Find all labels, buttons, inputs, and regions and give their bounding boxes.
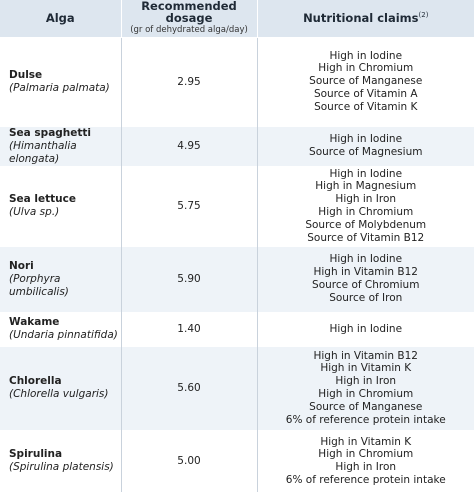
claim-item: High in Iron: [258, 193, 474, 206]
claims-cell: [257, 312, 474, 346]
alga-cell: [0, 37, 121, 126]
claim-item: High in Chromium: [258, 62, 474, 75]
dosage-value: 5.60: [121, 346, 257, 430]
alga-scientific-name: (Undaria pinnatifida): [9, 329, 121, 342]
alga-scientific-name: (Himanthalia elongata): [9, 140, 121, 166]
table-row: [0, 430, 474, 492]
claims-cell: [257, 430, 474, 492]
dosage-value: 5.90: [121, 246, 257, 312]
header-dose-unit: (gr of dehydrated alga/day): [122, 24, 257, 36]
claim-item: High in Chromium: [258, 388, 474, 401]
dosage-value: 5.00: [121, 430, 257, 492]
claim-item: High in Iodine: [258, 133, 474, 146]
header-dose: [121, 0, 257, 37]
claim-item: High in Vitamin B12: [258, 266, 474, 279]
claim-item: Source of Manganese: [258, 75, 474, 88]
alga-name: Nori: [9, 260, 121, 273]
claim-item: High in Iron: [258, 375, 474, 388]
dosage-value: 4.95: [121, 126, 257, 166]
header-claims: [257, 0, 474, 37]
claim-item: High in Vitamin K: [258, 362, 474, 375]
claim-item: 6% of reference protein intake: [258, 474, 474, 487]
claims-cell: [257, 37, 474, 126]
table-row: [0, 312, 474, 346]
alga-cell: [0, 430, 121, 492]
claims-cell: [257, 246, 474, 312]
claim-item: 6% of reference protein intake: [258, 414, 474, 427]
claim-item: High in Vitamin B12: [258, 350, 474, 363]
dosage-value: 2.95: [121, 37, 257, 126]
alga-name: Wakame: [9, 316, 121, 329]
claim-item: High in Iodine: [258, 168, 474, 181]
alga-cell: [0, 346, 121, 430]
alga-name: Sea spaghetti: [9, 127, 121, 140]
claim-item: Source of Vitamin A: [258, 88, 474, 101]
alga-scientific-name: (Ulva sp.): [9, 206, 121, 219]
alga-name: Spirulina: [9, 448, 121, 461]
alga-cell: [0, 126, 121, 166]
claim-item: High in Iodine: [258, 323, 474, 336]
dosage-value: 1.40: [121, 312, 257, 346]
table-row: [0, 246, 474, 312]
alga-scientific-name: (Palmaria palmata): [9, 82, 121, 95]
alga-name: Dulse: [9, 69, 121, 82]
alga-name: Chlorella: [9, 375, 121, 388]
table-row: [0, 126, 474, 166]
claim-item: Source of Molybdenum: [258, 219, 474, 232]
claims-cell: [257, 166, 474, 246]
dosage-value: 5.75: [121, 166, 257, 246]
claim-item: Source of Manganese: [258, 401, 474, 414]
claim-item: Source of Magnesium: [258, 146, 474, 159]
alga-scientific-name: (Chlorella vulgaris): [9, 388, 121, 401]
claim-item: High in Magnesium: [258, 180, 474, 193]
claim-item: High in Iodine: [258, 253, 474, 266]
claim-item: High in Iron: [258, 461, 474, 474]
claim-item: High in Chromium: [258, 206, 474, 219]
table-row: [0, 346, 474, 430]
header-dose-label: Recommended dosage: [141, 0, 237, 25]
claim-item: Source of Vitamin B12: [258, 232, 474, 245]
alga-cell: [0, 166, 121, 246]
claims-cell: [257, 346, 474, 430]
header-row: [0, 0, 474, 37]
header-claims-footnote: (2): [419, 11, 429, 19]
claim-item: Source of Vitamin K: [258, 101, 474, 114]
claims-cell: [257, 126, 474, 166]
alga-name: Sea lettuce: [9, 193, 121, 206]
alga-cell: [0, 312, 121, 346]
header-alga: Alga: [0, 0, 121, 37]
claim-item: High in Iodine: [258, 50, 474, 63]
claim-item: Source of Iron: [258, 292, 474, 305]
table-row: [0, 37, 474, 126]
alga-scientific-name: (Spirulina platensis): [9, 461, 121, 474]
claim-item: High in Chromium: [258, 448, 474, 461]
claim-item: High in Vitamin K: [258, 436, 474, 449]
header-claims-label: Nutritional claims: [303, 11, 418, 25]
alga-scientific-name: (Porphyra umbilicalis): [9, 273, 121, 299]
table-row: [0, 166, 474, 246]
claim-item: Source of Chromium: [258, 279, 474, 292]
alga-cell: [0, 246, 121, 312]
